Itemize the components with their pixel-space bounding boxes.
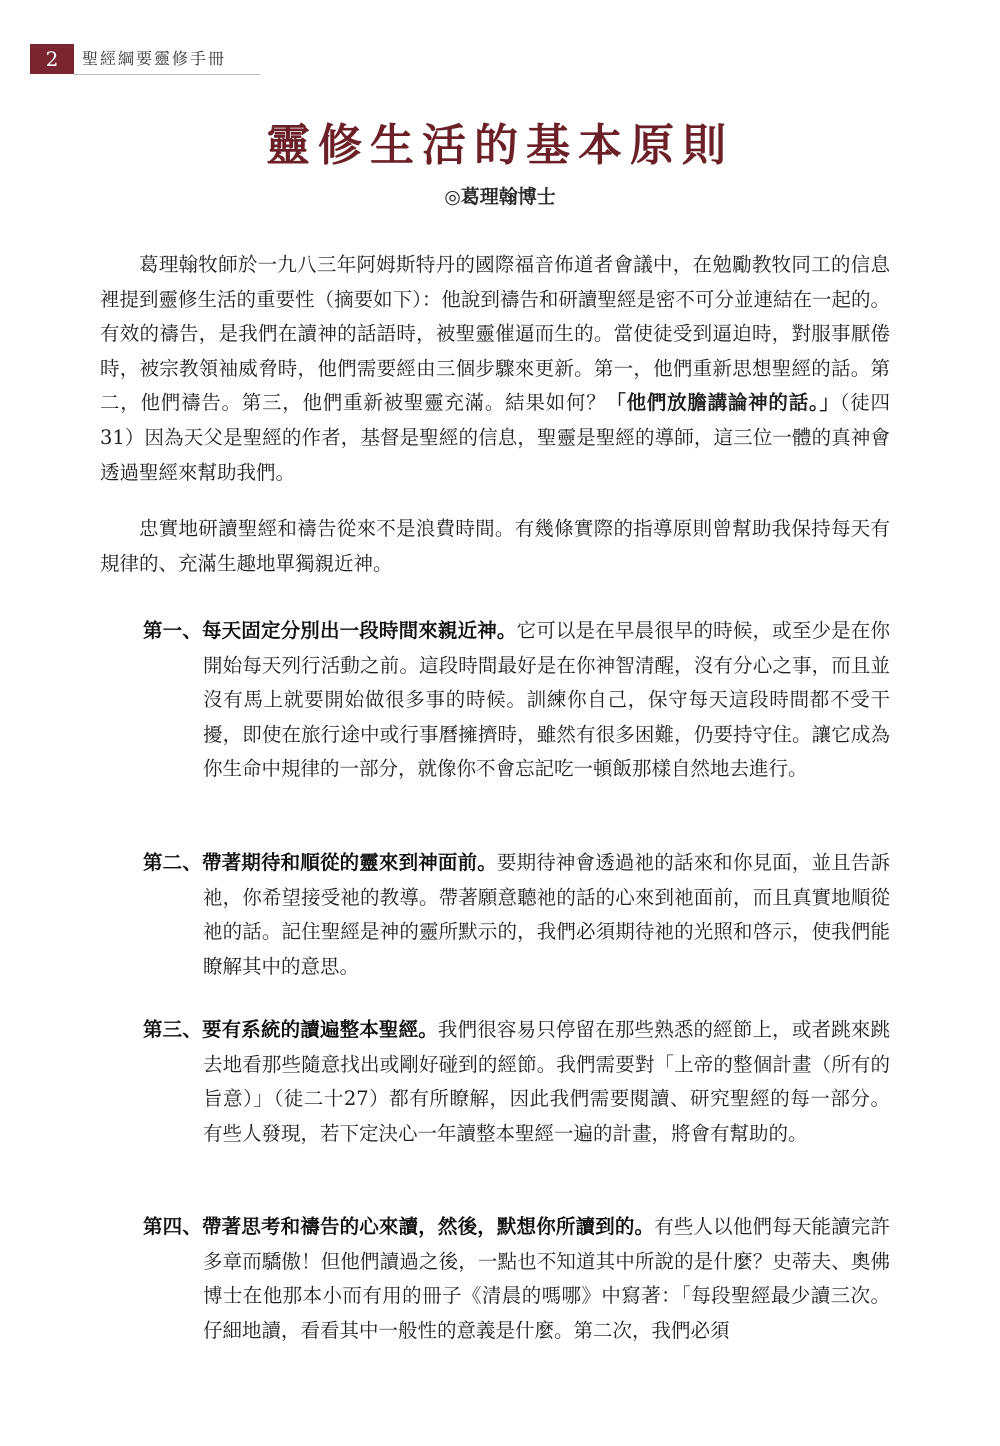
principle-body: 有些人以他們每天能讀完許多章而驕傲！但他們讀過之後，一點也不知道其中所說的是什麼？史蒂夫、奧佛博士在他那本小而有用的冊子《清晨的嗎哪》中寫著：「每段聖經最少讀三次。仔細地讀，看看其中一般性的意義是什麼。第二次，我們必須 [203,1215,890,1342]
page-number: 2 [30,44,74,74]
header-rule [74,74,260,75]
principle-item-3 [143,1013,890,1151]
principle-label: 第二、 [143,851,202,874]
principle-item-1 [143,614,890,787]
intro-text-b: （徒四31）因為天父是聖經的作者，基督是聖經的信息，聖靈是聖經的導師，這三位一體的真神會透過聖經來幫助我們。 [100,391,890,484]
article-author: ◎葛理翰博士 [444,186,556,208]
principle-body: 要期待神會透過祂的話來和你見面，並且告訴祂，你希望接受祂的教導。帶著願意聽祂的話的心來到祂面前，而且真實地順從祂的話。記住聖經是神的靈所默示的，我們必須期待祂的光照和啓示，使我們能瞭解其中的意思。 [203,851,890,978]
intro-paragraph [100,248,890,490]
principle-lead: 要有系統的讀遍整本聖經。 [201,1018,438,1041]
intro-quote: 「他們放膽講論神的話。」 [606,391,840,415]
principle-body: 它可以是在早晨很早的時候，或至少是在你開始每天列行活動之前。這段時間最好是在你神智清醒，沒有分心之事，而且並沒有馬上就要開始做很多事的時候。訓練你自己，保守每天這段時間都不受干擾，即使在旅行途中或行事曆擁擠時，雖然有很多困難，仍要持守住。讓它成為你生命中規律的一部分，就像你不會忘記吃一頓飯那樣自然地去進行。 [203,619,890,781]
running-title: 聖經綱要靈修手冊 [82,49,227,68]
principle-label: 第三、 [143,1018,202,1041]
article-title: 靈修生活的基本原則 [266,120,734,171]
principle-body: 我們很容易只停留在那些熟悉的經節上，或者跳來跳去地看那些隨意找出或剛好碰到的經節。我們需要對「上帝的整個計畫（所有的旨意）」（徒二十27）都有所瞭解，因此我們需要閱讀、研究聖經的每一部分。有些人發現，若下定決心一年讀整本聖經一遍的計畫，將會有幫助的。 [203,1018,890,1145]
principle-label: 第四、 [143,1215,202,1238]
principle-lead: 每天固定分別出一段時間來親近神。 [201,619,517,642]
intro-text-a: 葛理翰牧師於一九八三年阿姆斯特丹的國際福音佈道者會議中，在勉勵教牧同工的信息裡提到靈修生活的重要性（摘要如下）：他說到禱告和研讀聖經是密不可分並連結在一起的。有效的禱告，是我們在讀神的話語時，被聖靈催逼而生的。當使徒受到逼迫時，對服事厭倦時，被宗教領袖威脅時，他們需要經由三個步驟來更新。第一，他們重新思想聖經的話。第二，他們禱告。第三，他們重新被聖靈充滿。結果如何？ [100,253,890,415]
principle-item-2 [143,846,890,984]
principle-label: 第一、 [143,619,202,642]
running-header [30,44,230,76]
second-paragraph: 忠實地研讀聖經和禱告從來不是浪費時間。有幾條實際的指導原則曾幫助我保持每天有規律的、充滿生趣地單獨親近神。 [100,517,890,575]
principle-item-4 [143,1210,890,1348]
principle-lead: 帶著期待和順從的靈來到神面前。 [201,851,497,874]
principle-lead: 帶著思考和禱告的心來讀，然後，默想你所讀到的。 [201,1215,655,1238]
